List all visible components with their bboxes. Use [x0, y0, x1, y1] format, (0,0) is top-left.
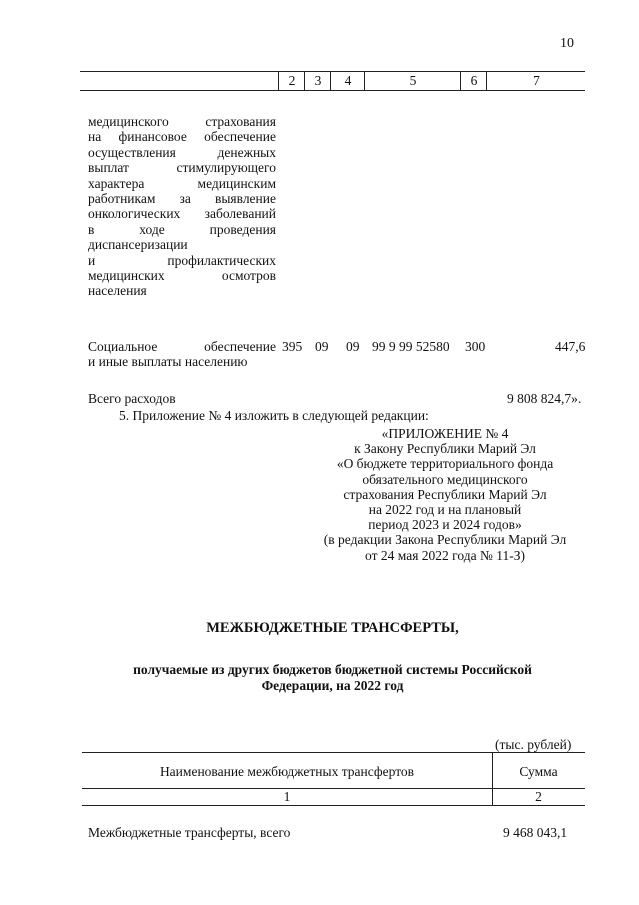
- document-title: МЕЖБЮДЖЕТНЫЕ ТРАНСФЕРТЫ,: [206, 620, 459, 636]
- header-col-6: 6: [460, 72, 487, 90]
- appendix-header-line: (в редакции Закона Республики Марий Эл: [323, 532, 567, 548]
- header-col-2: 2: [278, 72, 305, 90]
- column-number-header: [80, 71, 585, 93]
- item-name-line: на финансовое обеспечение: [88, 129, 276, 145]
- header-col-4: 4: [330, 72, 365, 90]
- table-col-number-1: 1: [283, 789, 291, 804]
- social-row-name-line1: Социальное обеспечение: [88, 339, 276, 354]
- item-name-line: населения: [88, 283, 147, 299]
- table-col-number-2: 2: [535, 789, 542, 804]
- social-row-amount: 447,6: [555, 339, 586, 354]
- item-name-line: диспансеризации: [88, 237, 188, 253]
- item-name-line: осуществления денежных: [88, 144, 276, 160]
- table-top-rule: [82, 752, 585, 753]
- appendix-header-line: «О бюджете территориального фонда: [336, 456, 554, 472]
- appendix-header-line: обязательного медицинского: [362, 471, 528, 487]
- appendix-header-line: на 2022 год и на плановый: [368, 502, 522, 518]
- item-name-line: медицинских осмотров: [88, 267, 276, 283]
- section-code: 09: [315, 339, 329, 354]
- total-label: Всего расходов: [88, 391, 176, 406]
- social-row-name-line2: и иные выплаты населению: [88, 354, 248, 370]
- item-name-line: медицинского страхования: [88, 114, 276, 129]
- amendment-instruction: 5. Приложение № 4 изложить в следующей редакции:: [119, 408, 429, 423]
- header-col-5: 5: [364, 72, 461, 90]
- appendix-header-line: страхования Республики Марий Эл: [343, 486, 547, 502]
- header-col-3: 3: [304, 72, 331, 90]
- document-subtitle-line2: Федерации, на 2022 год: [261, 678, 404, 693]
- total-amount: 9 808 824,7».: [507, 391, 582, 406]
- table-number-rule: [82, 805, 585, 806]
- social-row-codes: [0, 339, 639, 355]
- item-name-line: выплат стимулирующего: [88, 160, 276, 176]
- item-name-continuation: [88, 114, 276, 299]
- table-row-amount: 9 468 043,1: [503, 825, 568, 840]
- target-article-code: 99 9 99 52580: [372, 339, 450, 354]
- expense-type-code: 300: [465, 339, 486, 354]
- header-bottom-rule: [80, 90, 585, 91]
- item-name-line: онкологических заболеваний: [88, 206, 276, 222]
- appendix-header-line: «ПРИЛОЖЕНИЕ № 4: [381, 426, 509, 441]
- appendix-header: [300, 426, 590, 563]
- table-header-sum: Сумма: [519, 764, 558, 779]
- grbs-code: 395: [282, 339, 303, 354]
- table-row-label: Межбюджетные трансферты, всего: [88, 825, 291, 840]
- table-header-name: Наименование межбюджетных трансфертов: [159, 764, 415, 779]
- item-name-line: работникам за выявление: [88, 190, 276, 206]
- subsection-code: 09: [346, 339, 360, 354]
- item-name-line: характера медицинским: [88, 175, 276, 191]
- header-col-7: 7: [486, 72, 586, 90]
- page-number: 10: [560, 36, 574, 51]
- appendix-header-line: от 24 мая 2022 года № 11-З): [365, 547, 525, 563]
- document-subtitle-line1: получаемые из других бюджетов бюджетной системы Российской: [133, 662, 532, 677]
- appendix-header-line: к Закону Республики Марий Эл: [354, 441, 536, 457]
- units-label: (тыс. рублей): [495, 737, 572, 752]
- appendix-header-line: период 2023 и 2024 годов»: [368, 517, 522, 533]
- item-name-line: в ходе проведения: [88, 221, 276, 237]
- item-name-line: и профилактических: [88, 252, 276, 268]
